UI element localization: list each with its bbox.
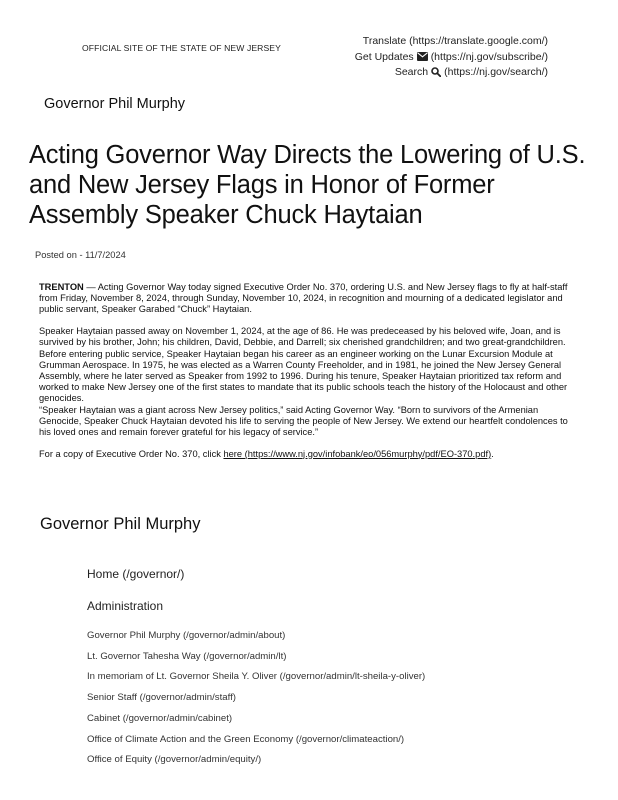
footer-link-climate-action[interactable]: Office of Climate Action and the Green Economy (/governor/climateaction/) <box>87 733 405 745</box>
footer-link-equity[interactable]: Office of Equity (/governor/admin/equity/) <box>87 754 262 766</box>
dateline: TRENTON <box>39 282 84 292</box>
footer-link-cabinet[interactable]: Cabinet (/governor/admin/cabinet) <box>87 712 233 724</box>
get-updates-label: Get Updates <box>354 50 414 63</box>
get-updates-url: (https://nj.gov/subscribe/) <box>430 50 548 63</box>
footer-title: Governor Phil Murphy <box>40 515 201 533</box>
footer-admin-links <box>87 626 425 771</box>
search-label: Search <box>394 66 429 78</box>
article-headline: Acting Governor Way Directs the Lowering of U.S. and New Jersey Flags in Honor of Former Assembly Speaker Chuck Haytaian <box>29 141 586 229</box>
site-title[interactable]: Governor Phil Murphy <box>44 96 186 112</box>
executive-order-link[interactable]: here (https://www.nj.gov/infobank/eo/056murphy/pdf/EO-370.pdf) <box>223 448 492 459</box>
paragraph-1-text: — Acting Governor Way today signed Executive Order No. 370, ordering U.S. and New Jersey flags to fly at half-staff from Friday, November 8, 2024, through Sunday, November 10, 2024, in recognition and mourning of a dedicated legislator and public servant, Speaker Garabed “Chuck” Haytaian. <box>39 282 568 315</box>
translate-link[interactable] <box>355 34 548 50</box>
article-body <box>39 282 579 470</box>
search-link[interactable] <box>355 65 548 81</box>
article-paragraph-3: “Speaker Haytaian was a giant across New Jersey politics,” said Acting Governor Way. “Born to survivors of the Armenian Genocide, Speaker Chuck Haytaian devoted his life to serving the people of New Jersey. We extend our heartfelt condolences to his loved ones and remain forever grateful for his legacy of service.” <box>39 404 568 437</box>
official-site-banner: OFFICIAL SITE OF THE STATE OF NEW JERSEY <box>82 43 281 53</box>
envelope-icon <box>417 50 428 66</box>
footer-link-in-memoriam[interactable]: In memoriam of Lt. Governor Sheila Y. Oliver (/governor/admin/lt-sheila-y-oliver) <box>87 671 426 683</box>
article-paragraph-2: Speaker Haytaian passed away on November 1, 2024, at the age of 86. He was predeceased by his beloved wife, Joan, and is survived by his brother, John; his children, David, Debbie, and Darrell; six cherished grandchildren; and two great-grandchildren. Before entering public service, Speaker Haytaian began his career as an engineer working on the Lunar Excursion Module at Grumman Aerospace. In 1975, he was elected as a Warren County Freeholder, and in 1981, he joined the New Jersey General Assembly, where he later served as Speaker from 1992 to 1996. During his tenure, Speaker Haytaian prioritized tax reform and worked to make New Jersey one of the first states to mandate that its public schools teach the history of the Holocaust and other genocides. <box>39 326 568 404</box>
footer-link-senior-staff[interactable]: Senior Staff (/governor/admin/staff) <box>87 692 236 704</box>
search-icon <box>431 65 441 81</box>
footer-home-link[interactable]: Home (/governor/) <box>87 567 185 581</box>
paragraph-4-suffix: . <box>491 448 494 459</box>
footer-link-lt-governor[interactable]: Lt. Governor Tahesha Way (/governor/admin/lt) <box>87 650 287 662</box>
footer-administration-heading: Administration <box>87 599 164 613</box>
get-updates-link[interactable] <box>355 50 548 66</box>
footer-link-governor[interactable]: Governor Phil Murphy (/governor/admin/about) <box>87 630 286 641</box>
paragraph-4-prefix: For a copy of Executive Order No. 370, click <box>39 448 224 459</box>
utility-links <box>355 34 548 81</box>
posted-date: Posted on - 11/7/2024 <box>35 250 126 260</box>
translate-link-label: Translate (https://translate.google.com/) <box>362 35 548 47</box>
article-paragraph-4 <box>39 449 579 460</box>
article-paragraph-1 <box>39 282 579 316</box>
search-url: (https://nj.gov/search/) <box>444 66 548 78</box>
